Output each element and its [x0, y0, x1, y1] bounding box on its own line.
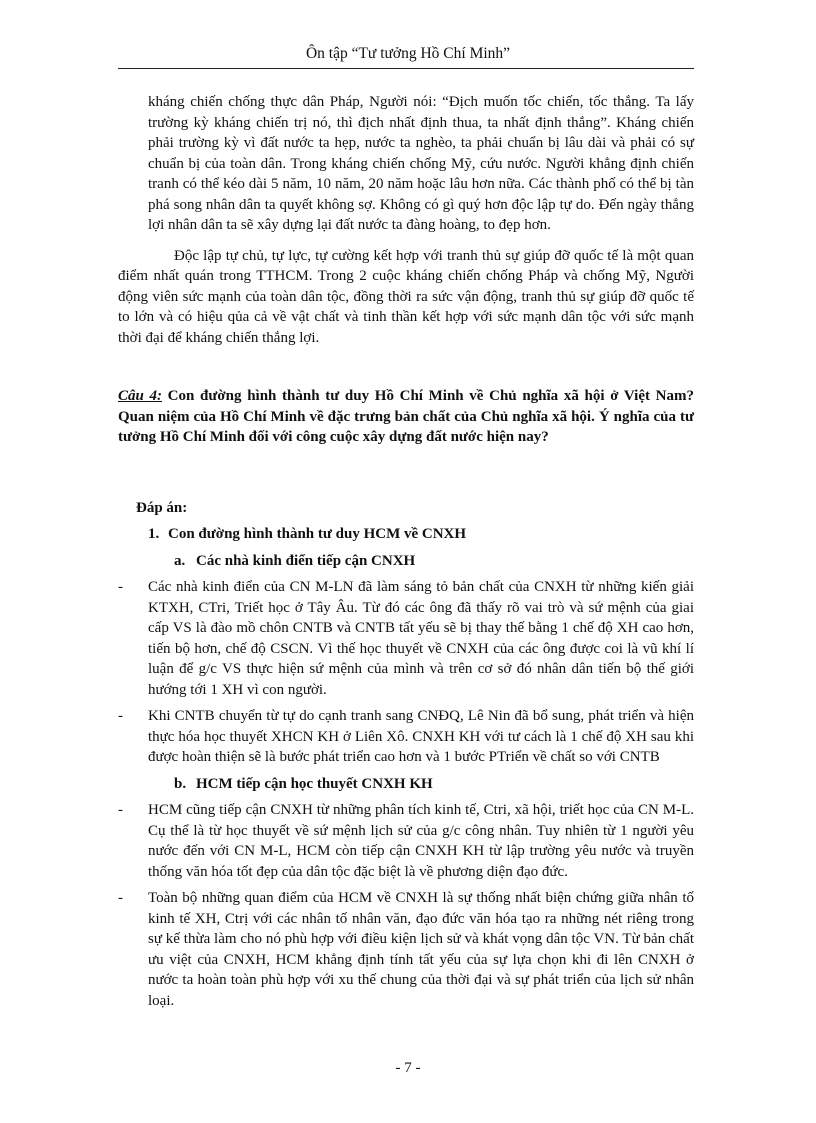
list-item [118, 888, 694, 1011]
subsection-b-title: HCM tiếp cận học thuyết CNXH KH [196, 775, 433, 792]
answer-label: Đáp án: [136, 499, 188, 516]
subsection-b-heading [118, 774, 694, 795]
question-4 [118, 386, 694, 448]
bullet-dash: - [118, 890, 123, 906]
question-text: Con đường hình thành tư duy Hồ Chí Minh về Chủ nghĩa xã hội ở Việt Nam? Quan niệm của Hồ Chí Minh về đặc trưng bản chất của Chủ nghĩa xã hội. Ý nghĩa của tư tưởng Hồ Chí Minh đối với công cuộc xây dựng đất nước hiện nay? [118, 388, 694, 445]
document-body [118, 92, 694, 1011]
list-item [118, 706, 694, 768]
bullet-dash: - [118, 708, 123, 724]
section-1-heading [118, 524, 694, 545]
bullet-text: HCM cũng tiếp cận CNXH từ những phân tích kinh tế, Ctri, xã hội, triết học của CN M-L. Cụ thể là từ học thuyết về sứ mệnh lịch sử của g/c công nhân. Tuy nhiên từ 1 người yêu nước đến với CN M-L, HCM còn tiếp cận CNXH KH từ lập trường yêu nước và truyền thống văn hóa tốt đẹp của dân tộc đặc biệt là về phương diện đạo đức. [148, 802, 694, 880]
bullet-dash: - [118, 579, 123, 595]
bullet-dash: - [118, 802, 123, 818]
page-header: Ôn tập “Tư tưởng Hồ Chí Minh” [305, 45, 511, 62]
subsection-a-title: Các nhà kinh điển tiếp cận CNXH [196, 552, 416, 569]
intro-paragraph-2: Độc lập tự chủ, tự lực, tự cường kết hợp với tranh thủ sự giúp đỡ quốc tế là một quan điểm nhất quán trong TTHCM. Trong 2 cuộc kháng chiến chống Pháp và chống Mỹ, Người động viên sức mạnh của toàn dân tộc, đồng thời ra sức vận động, tranh thủ sự giúp đỡ quốc tế to lớn và có hiệu qủa cả về vật chất và tinh thần kết hợp với sức mạnh dân tộc với sức mạnh thời đại để kháng chiến thắng lợi. [118, 247, 694, 346]
subsection-a-letter: a. [174, 552, 186, 569]
page-number: - 7 - [395, 1060, 421, 1076]
intro-paragraph-1: kháng chiến chống thực dân Pháp, Người nói: “Địch muốn tốc chiến, tốc thắng. Ta lấy trường kỳ kháng chiến trị nó, thì địch nhất định thua, ta nhất định thắng”. Kháng chiến phải trường kỳ vì đất nước ta hẹp, nước ta nghèo, ta phải chuẩn bị lâu dài và phải có sự chuẩn bị của toàn dân. Trong kháng chiến chống Mỹ, cứu nước. Người khẳng định chiến tranh có thể kéo dài 5 năm, 10 năm, 20 năm hoặc lâu hơn nữa. Các thành phố có thể bị tàn phá song nhân dân ta quyết không sợ. Không có gì quý hơn độc lập tự do. Đến ngày thắng lợi nhân dân ta sẽ xây dựng lại đất nước ta đàng hoàng, to đẹp hơn. [148, 94, 694, 233]
bullet-text: Khi CNTB chuyển từ tự do cạnh tranh sang CNĐQ, Lê Nin đã bổ sung, phát triển và hiện thực hóa học thuyết XHCN KH ở Liên Xô. CNXH KH với tư cách là 1 chế độ XH sau khi được hoàn thiện sẽ là bước phát triển cao hơn và 1 bước PTriển về chất so với CNTB [148, 708, 694, 765]
subsection-b-letter: b. [174, 775, 187, 792]
subsection-a-heading [118, 551, 694, 572]
section-1-number: 1. [148, 526, 160, 542]
bullet-text: Các nhà kinh điển của CN M-LN đã làm sáng tỏ bản chất của CNXH từ những kiến giải KTXH, CTri, Triết học ở Tây Âu. Từ đó các ông đã thấy rõ vai trò và sứ mệnh của giai cấp VS là đào mồ chôn CNTB và CNTB tất yếu sẽ bị thay thế bằng 1 chế độ XH cao hơn, tiến bộ hơn, chế độ CSCN. Vì thế học thuyết về CNXH của các ông được coi là vũ khí lí luận để g/c VS thực hiện sứ mệnh của mình và trên cơ sở đó nhân dân tiến bộ thế giới hướng tới 1 XH vì con người. [148, 579, 694, 698]
list-item [118, 800, 694, 882]
list-item [118, 577, 694, 700]
section-1-title: Con đường hình thành tư duy HCM về CNXH [168, 526, 467, 542]
bullet-text: Toàn bộ những quan điểm của HCM về CNXH là sự thống nhất biện chứng giữa nhân tố kinh tế XH, Ctrị với các nhân tố nhân văn, đạo đức văn hóa tạo ra những nét riêng trong sự kế thừa làm cho nó phù hợp với điều kiện lịch sử và khát vọng dân tộc VN. Từ bản chất ưu việt của CNXH, HCM khẳng định tính tất yếu của sự lựa chọn khi đi lên CNXH ở nước ta hoàn toàn phù hợp với xu thế chung của thời đại và sự phát triển của lịch sử nhân loại. [148, 890, 694, 1009]
question-label: Câu 4: [118, 388, 163, 404]
header-divider [118, 68, 694, 69]
